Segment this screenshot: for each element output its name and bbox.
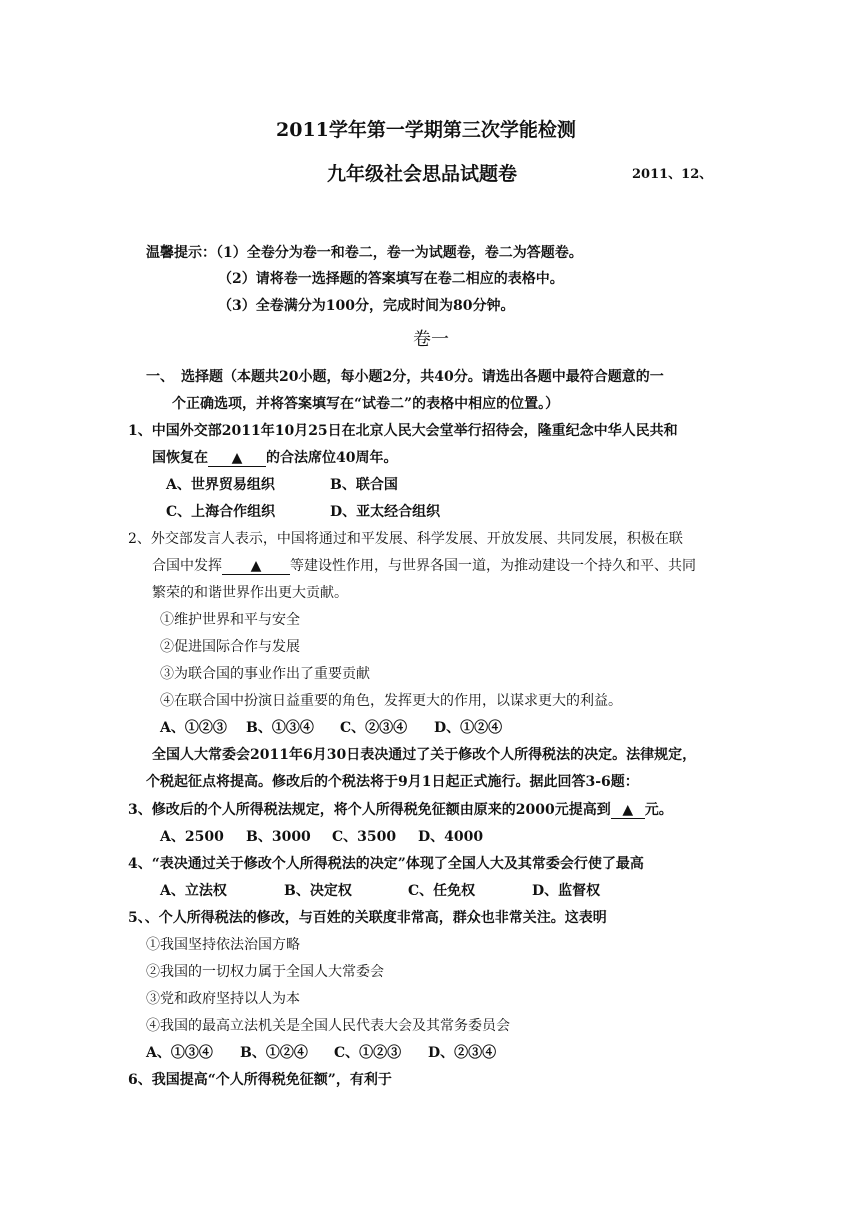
q5-option-b: B、①②④ [240, 1045, 308, 1061]
exam-title-line2: 九年级社会思品试题卷 [327, 163, 518, 185]
passage-line1: 全国人大常委会2011年6月30日表决通过了关于修改个人所得税法的决定。法律规定， [152, 747, 697, 763]
q1-stem-line2 [152, 449, 397, 467]
q2-option-b: B、①③④ [246, 720, 314, 736]
q4-option-b: B、决定权 [284, 883, 352, 899]
q2-stem-post: 等建设性作用，与世界各国一道，为推动建设一个持久和平、共同 [290, 558, 696, 574]
q5-statement-4: ④我国的最高立法机关是全国人民代表大会及其常务委员会 [146, 1018, 510, 1034]
exam-title-line1: 2011学年第一学期第三次学能检测 [276, 119, 576, 141]
q1-stem-post: 的合法席位40周年。 [266, 450, 398, 466]
q1-options-row2 [166, 503, 440, 521]
q3-option-b: B、3000 [246, 829, 311, 845]
q6-stem-line1: 6、我国提高“个人所得税免征额”，有利于 [128, 1072, 392, 1088]
q2-answer-blank: ▲ [222, 558, 290, 575]
q5-option-c: C、①②③ [334, 1045, 402, 1061]
q2-option-c: C、②③④ [340, 720, 408, 736]
q5-statement-2: ②我国的一切权力属于全国人大常委会 [146, 964, 384, 980]
q5-statement-1: ①我国坚持依法治国方略 [146, 937, 300, 953]
q1-option-c: C、上海合作组织 [166, 504, 276, 520]
q5-options [146, 1044, 496, 1062]
q3-stem-pre: 3、修改后的个人所得税法规定，将个人所得税免征额由原来的2000元提高到 [128, 802, 611, 818]
q4-option-a: A、立法权 [160, 883, 227, 899]
q1-answer-blank: ▲ [208, 450, 266, 467]
q3-option-d: D、4000 [418, 829, 484, 845]
q2-statement-2: ②促进国际合作与发展 [160, 639, 300, 655]
q2-stem-line2 [152, 557, 696, 575]
q1-options-row1 [166, 476, 398, 494]
q5-option-d: D、②③④ [428, 1045, 497, 1061]
q2-statement-3: ③为联合国的事业作出了重要贡献 [160, 666, 370, 682]
q5-statement-3: ③党和政府坚持以人为本 [146, 991, 300, 1007]
q5-stem-line1: 5、、个人所得税法的修改，与百姓的关联度非常高，群众也非常关注。这表明 [128, 910, 607, 926]
q1-option-d: D、亚太经合组织 [330, 504, 441, 520]
q2-statement-4: ④在联合国中扮演日益重要的角色，发挥更大的作用，以谋求更大的利益。 [160, 693, 622, 709]
instructions-line2: 个正确选项，并将答案填写在“试卷二”的表格中相应的位置。） [172, 396, 560, 412]
q3-answer-blank: ▲ [611, 802, 645, 819]
tips-line1: 温馨提示：（1）全卷分为卷一和卷二，卷一为试题卷，卷二为答题卷。 [146, 245, 583, 261]
tips-line2: （2）请将卷一选择题的答案填写在卷二相应的表格中。 [218, 271, 564, 287]
q2-option-a: A、①②③ [160, 720, 227, 736]
tips-line3: （3）全卷满分为100分，完成时间为80分钟。 [218, 298, 515, 314]
q2-option-d: D、①②④ [434, 720, 503, 736]
q4-option-c: C、任免权 [408, 883, 476, 899]
q3-option-c: C、3500 [332, 829, 397, 845]
q1-stem-pre: 国恢复在 [152, 450, 208, 466]
q4-options [160, 882, 600, 900]
q2-statement-1: ①维护世界和平与安全 [160, 612, 300, 628]
q2-stem-line1: 2、外交部发言人表示，中国将通过和平发展、科学发展、开放发展、共同发展，积极在联 [128, 531, 683, 547]
q1-option-b: B、联合国 [330, 477, 398, 493]
q1-stem-line1: 1、中国外交部2011年10月25日在北京人民大会堂举行招待会，隆重纪念中华人民共和 [128, 423, 678, 439]
q2-stem-pre: 合国中发挥 [152, 558, 222, 574]
passage-line2: 个税起征点将提高。修改后的个税法将于9月1日起正式施行。据此回答3-6题： [146, 774, 639, 790]
q3-stem-post: 元。 [644, 802, 673, 818]
q1-option-a: A、世界贸易组织 [166, 477, 275, 493]
q3-options [160, 828, 483, 846]
q3-stem-line1 [128, 801, 673, 819]
q4-option-d: D、监督权 [532, 883, 601, 899]
instructions-line1: 一、 选择题（本题共20小题，每小题2分，共40分。请选出各题中最符合题意的一 [146, 369, 664, 385]
exam-date: 2011、12、 [632, 167, 713, 182]
q2-stem-line3: 繁荣的和谐世界作出更大贡献。 [152, 585, 348, 601]
section-title: 卷一 [413, 329, 449, 350]
q2-options [160, 719, 502, 737]
q3-option-a: A、2500 [160, 829, 224, 845]
q5-option-a: A、①③④ [146, 1045, 213, 1061]
q4-stem-line1: 4、“表决通过关于修改个人所得税法的决定”体现了全国人大及其常委会行使了最高 [128, 856, 644, 872]
